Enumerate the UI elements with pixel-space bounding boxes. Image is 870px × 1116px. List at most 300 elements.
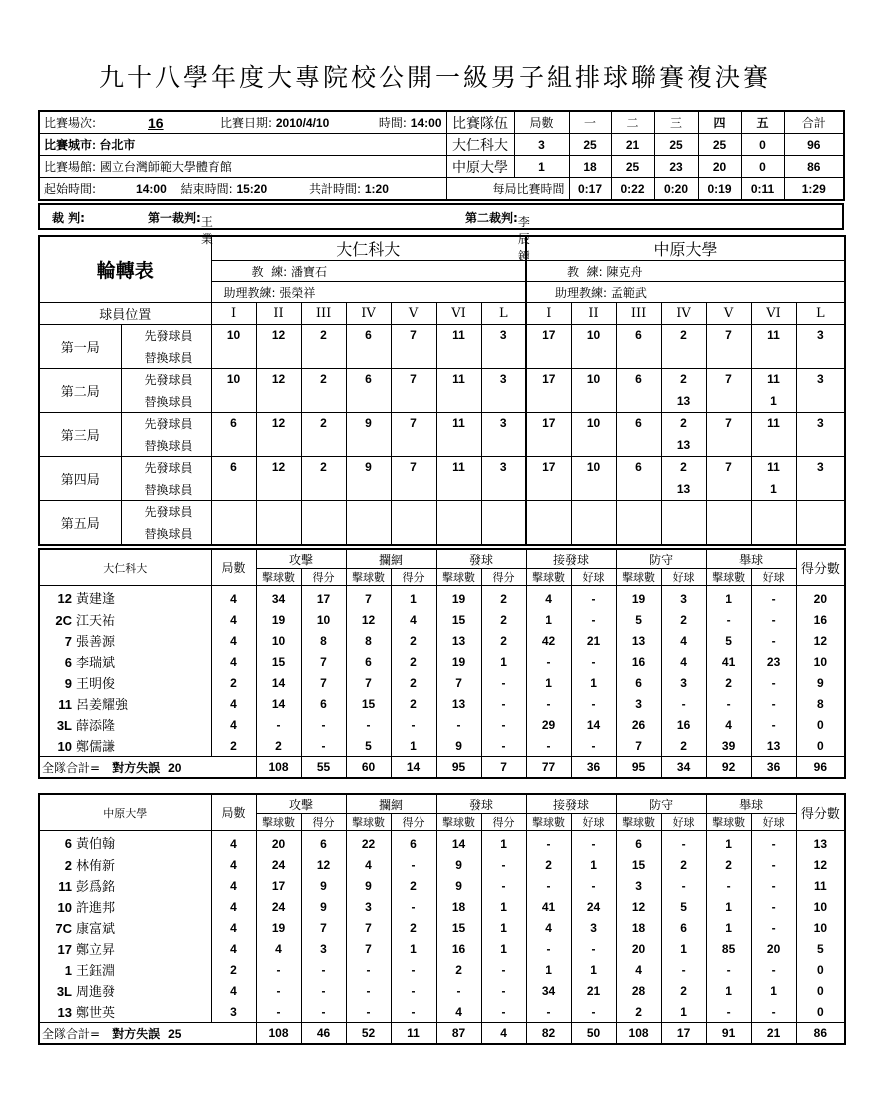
player-number: 1 <box>64 963 72 978</box>
stat-cell: 7 <box>301 917 346 938</box>
stat-cell: 15 <box>436 609 481 630</box>
stat-cell: 2 <box>526 854 571 875</box>
score-cell: 25 <box>698 134 741 156</box>
player-name: 王明俊 <box>76 677 116 692</box>
substitute-cell <box>256 435 301 457</box>
stat-cell: 6 <box>301 693 346 714</box>
player-stats-table <box>38 548 846 779</box>
starter-cell: 2 <box>661 413 706 435</box>
stat-cell: 4 <box>211 586 256 610</box>
player-cell <box>39 609 211 630</box>
substitute-cell <box>661 347 706 369</box>
starter-cell: 2 <box>661 325 706 347</box>
stat-cell: 22 <box>346 831 391 855</box>
substitute-cell <box>526 523 571 545</box>
total-label: 全隊合計= <box>42 1026 101 1041</box>
substitute-cell <box>391 391 436 413</box>
stat-cell: 2 <box>211 735 256 757</box>
stat-cell: - <box>571 651 616 672</box>
player-name: 江天祐 <box>76 614 116 629</box>
substitute-cell <box>436 523 481 545</box>
stat-sub-header: 得分 <box>391 814 436 831</box>
starter-cell: 6 <box>616 325 661 347</box>
stat-cell: 1 <box>751 980 796 1001</box>
stat-sub-header: 擊球數 <box>436 569 481 586</box>
stat-cell: - <box>391 896 436 917</box>
stat-sub-header: 得分 <box>391 569 436 586</box>
starter-cell <box>571 501 616 523</box>
stat-cell: 13 <box>616 630 661 651</box>
duration-cell: 0:19 <box>698 178 741 201</box>
player-number: 10 <box>57 900 72 915</box>
player-name: 鄭立昇 <box>76 943 116 958</box>
stat-cell: 2 <box>391 693 436 714</box>
stat-cell: 15 <box>256 651 301 672</box>
stat-cell: 28 <box>616 980 661 1001</box>
stat-cell: 4 <box>526 586 571 610</box>
stat-group-header: 攻擊 <box>256 549 346 569</box>
starter-cell: 11 <box>436 369 481 391</box>
player-row <box>39 938 845 959</box>
stat-cell: 3 <box>211 1001 256 1023</box>
set-label: 第一局 <box>39 325 121 369</box>
player-name: 林侑新 <box>76 859 116 874</box>
stat-group-header: 舉球 <box>706 549 796 569</box>
stat-cell: 2 <box>436 959 481 980</box>
stat-cell: 20 <box>616 938 661 959</box>
stat-cell: 5 <box>616 609 661 630</box>
stat-cell: 1 <box>706 831 751 855</box>
stat-cell: 7 <box>346 917 391 938</box>
stat-cell: 19 <box>256 609 301 630</box>
player-name: 王鈺淵 <box>76 964 116 979</box>
starter-cell: 12 <box>256 457 301 479</box>
stat-cell: 7 <box>346 938 391 959</box>
stat-cell: 4 <box>616 959 661 980</box>
stat-cell: 20 <box>796 586 845 610</box>
substitute-cell <box>211 479 256 501</box>
stat-cell: - <box>526 831 571 855</box>
stat-cell: 9 <box>436 735 481 757</box>
stat-cell: 4 <box>211 831 256 855</box>
player-cell <box>39 693 211 714</box>
starter-cell: 11 <box>751 369 796 391</box>
substitute-cell <box>256 479 301 501</box>
stat-cell: 2 <box>256 735 301 757</box>
match-total-time: 共計時間: 1:20 <box>308 182 389 196</box>
stat-cell: - <box>706 693 751 714</box>
player-number: 3L <box>56 718 72 733</box>
substitute-cell <box>751 347 796 369</box>
starter-cell: 11 <box>751 457 796 479</box>
starter-cell: 7 <box>391 413 436 435</box>
stat-cell: 19 <box>436 651 481 672</box>
substitute-cell <box>616 347 661 369</box>
score-cell: 1 <box>514 156 569 178</box>
starter-cell: 2 <box>301 325 346 347</box>
stat-cell: 2 <box>661 609 706 630</box>
substitute-cell <box>571 479 616 501</box>
stat-cell: 6 <box>346 651 391 672</box>
stat-cell: - <box>751 959 796 980</box>
stat-cell: - <box>751 896 796 917</box>
stat-cell: 3 <box>571 917 616 938</box>
stat-cell: 5 <box>346 735 391 757</box>
substitute-cell <box>301 347 346 369</box>
stat-group-header: 接發球 <box>526 549 616 569</box>
player-number: 10 <box>57 739 72 754</box>
stat-cell: 24 <box>256 896 301 917</box>
starter-label: 先發球員 <box>121 325 211 347</box>
stat-sub-header: 好球 <box>751 569 796 586</box>
player-number: 7 <box>64 634 72 649</box>
stat-cell: 1 <box>481 938 526 959</box>
substitute-cell <box>526 391 571 413</box>
stat-cell: 39 <box>706 735 751 757</box>
stat-cell: 12 <box>301 854 346 875</box>
stat-cell: 1 <box>391 735 436 757</box>
player-row <box>39 651 845 672</box>
stat-cell: 1 <box>481 651 526 672</box>
stat-cell: 1 <box>571 959 616 980</box>
stat-cell: 3 <box>616 693 661 714</box>
stat-cell: 4 <box>211 875 256 896</box>
substitute-cell <box>436 479 481 501</box>
rotation-table <box>38 235 846 546</box>
match-city: 比賽城市: 台北市 <box>39 134 446 156</box>
total-cell: 4 <box>481 1023 526 1045</box>
stat-group-header: 發球 <box>436 549 526 569</box>
stat-cell: 9 <box>436 875 481 896</box>
stat-cell: 21 <box>571 630 616 651</box>
player-number: 3L <box>56 984 72 999</box>
substitute-cell <box>391 479 436 501</box>
stat-cell: - <box>391 959 436 980</box>
stat-cell: 18 <box>616 917 661 938</box>
stat-cell: 1 <box>526 959 571 980</box>
stat-cell: 4 <box>211 714 256 735</box>
substitute-cell <box>616 391 661 413</box>
starter-cell <box>211 501 256 523</box>
player-name: 許進邦 <box>76 901 116 916</box>
stat-cell: 1 <box>481 917 526 938</box>
stat-cell: - <box>751 630 796 651</box>
substitute-cell <box>346 391 391 413</box>
stat-cell: - <box>481 959 526 980</box>
stat-cell: 1 <box>481 831 526 855</box>
stat-cell: - <box>346 714 391 735</box>
assistant-coach-a: 助理教練: 張榮祥 <box>211 282 526 303</box>
substitute-cell <box>616 479 661 501</box>
substitute-cell: 13 <box>661 479 706 501</box>
score-cell: 21 <box>611 134 654 156</box>
player-row <box>39 735 845 757</box>
player-row <box>39 586 845 610</box>
starter-cell <box>301 501 346 523</box>
stat-cell: 3 <box>616 875 661 896</box>
player-name: 康富斌 <box>76 922 116 937</box>
stat-cell: - <box>751 1001 796 1023</box>
substitute-cell <box>211 347 256 369</box>
position-header: II <box>256 303 301 325</box>
starter-cell: 10 <box>211 325 256 347</box>
starter-cell <box>481 501 526 523</box>
stat-cell: 29 <box>526 714 571 735</box>
starter-cell: 12 <box>256 369 301 391</box>
starter-cell: 9 <box>346 413 391 435</box>
stat-sub-header: 擊球數 <box>706 569 751 586</box>
sets-played-header: 局數 <box>211 549 256 586</box>
stat-cell: 4 <box>706 714 751 735</box>
stat-sub-header: 好球 <box>571 814 616 831</box>
opponent-errors-value: 20 <box>168 760 182 775</box>
substitute-cell <box>526 435 571 457</box>
starter-cell: 2 <box>301 457 346 479</box>
stat-cell: - <box>526 735 571 757</box>
starter-cell <box>706 501 751 523</box>
total-cell: 95 <box>436 757 481 779</box>
stat-group-header: 防守 <box>616 549 706 569</box>
stat-cell: 20 <box>751 938 796 959</box>
position-header: VI <box>751 303 796 325</box>
substitute-cell <box>706 479 751 501</box>
starter-cell: 2 <box>301 413 346 435</box>
starter-cell: 11 <box>751 325 796 347</box>
stat-cell: - <box>391 1001 436 1023</box>
starter-cell: 12 <box>256 325 301 347</box>
player-row <box>39 959 845 980</box>
score-cell: 20 <box>698 156 741 178</box>
stat-cell: 41 <box>526 896 571 917</box>
stat-cell: - <box>256 959 301 980</box>
player-name: 李瑞斌 <box>76 656 116 671</box>
stat-cell: 10 <box>796 917 845 938</box>
total-cell: 96 <box>796 757 845 779</box>
stat-cell: 13 <box>751 735 796 757</box>
stat-cell: 19 <box>256 917 301 938</box>
match-time: 時間: 14:00 <box>334 111 446 134</box>
stat-cell: 2 <box>391 630 436 651</box>
total-cell: 14 <box>391 757 436 779</box>
stat-cell: - <box>346 980 391 1001</box>
player-cell <box>39 630 211 651</box>
starter-cell: 7 <box>391 457 436 479</box>
starter-cell: 6 <box>211 457 256 479</box>
duration-cell: 0:22 <box>611 178 654 201</box>
position-header: L <box>481 303 526 325</box>
stat-cell: - <box>571 1001 616 1023</box>
stat-cell: - <box>481 854 526 875</box>
substitute-cell <box>706 391 751 413</box>
starter-cell: 3 <box>796 457 845 479</box>
stat-cell: 0 <box>796 714 845 735</box>
player-name: 張善源 <box>76 635 116 650</box>
stat-cell: 5 <box>661 896 706 917</box>
total-cell: 36 <box>751 757 796 779</box>
points-header: 得分數 <box>796 549 845 586</box>
stat-cell: 41 <box>706 651 751 672</box>
score-team-name: 中原大學 <box>446 156 514 178</box>
starter-cell <box>526 501 571 523</box>
substitute-cell: 13 <box>661 435 706 457</box>
player-row <box>39 609 845 630</box>
score-team-name: 大仁科大 <box>446 134 514 156</box>
player-cell <box>39 875 211 896</box>
player-number: 2C <box>55 613 72 628</box>
stat-cell: 2 <box>661 735 706 757</box>
stat-cell: - <box>301 714 346 735</box>
stat-cell: - <box>751 586 796 610</box>
starter-cell: 10 <box>571 457 616 479</box>
stat-cell: - <box>571 609 616 630</box>
stat-sub-header: 好球 <box>661 814 706 831</box>
stat-cell: - <box>571 586 616 610</box>
stat-sub-header: 擊球數 <box>526 569 571 586</box>
stat-cell: - <box>751 917 796 938</box>
match-start: 起始時間: 14:00 <box>44 182 167 196</box>
stat-cell: 1 <box>391 586 436 610</box>
player-name: 周進發 <box>76 985 116 1000</box>
player-name: 呂姜耀強 <box>76 698 129 713</box>
player-cell <box>39 586 211 610</box>
match-info-table <box>38 110 845 201</box>
substitute-cell <box>301 391 346 413</box>
total-cell: 52 <box>346 1023 391 1045</box>
substitute-cell <box>526 347 571 369</box>
stat-cell: 1 <box>391 938 436 959</box>
starter-cell: 10 <box>571 413 616 435</box>
stat-cell: 5 <box>706 630 751 651</box>
starter-cell: 10 <box>211 369 256 391</box>
stat-cell: 4 <box>211 651 256 672</box>
starter-cell: 7 <box>391 325 436 347</box>
stat-sub-header: 好球 <box>751 814 796 831</box>
stat-cell: 16 <box>796 609 845 630</box>
stat-cell: 7 <box>346 672 391 693</box>
stat-cell: - <box>751 672 796 693</box>
stat-cell: 2 <box>391 917 436 938</box>
stat-cell: - <box>526 651 571 672</box>
substitute-cell <box>301 479 346 501</box>
stat-cell: 9 <box>301 875 346 896</box>
total-cell: 92 <box>706 757 751 779</box>
player-row <box>39 980 845 1001</box>
stat-cell: 2 <box>391 651 436 672</box>
player-number: 13 <box>57 1005 72 1020</box>
substitute-cell <box>256 523 301 545</box>
player-name: 彭爲銘 <box>76 880 116 895</box>
first-referee: 第一裁判: 王業 <box>148 211 213 246</box>
stat-cell: 16 <box>661 714 706 735</box>
score-header-team: 比賽隊伍 <box>446 111 514 134</box>
starter-cell: 10 <box>571 325 616 347</box>
stat-cell: - <box>481 1001 526 1023</box>
score-header-set4: 四 <box>698 111 741 134</box>
total-cell: 60 <box>346 757 391 779</box>
total-cell: 36 <box>571 757 616 779</box>
player-cell <box>39 735 211 757</box>
stat-sub-header: 擊球數 <box>256 814 301 831</box>
stat-cell: - <box>301 735 346 757</box>
stat-cell: 16 <box>436 938 481 959</box>
stats-team-name: 大仁科大 <box>39 549 211 586</box>
stat-cell: - <box>481 875 526 896</box>
player-number: 11 <box>58 879 72 894</box>
starter-cell: 2 <box>661 369 706 391</box>
player-number: 2 <box>64 858 72 873</box>
stat-cell: 4 <box>661 651 706 672</box>
starter-cell: 6 <box>616 369 661 391</box>
second-referee: 第二裁判: 李辰鐘 <box>465 211 530 263</box>
player-row <box>39 672 845 693</box>
player-number: 11 <box>58 697 72 712</box>
total-cell: 21 <box>751 1023 796 1045</box>
stat-group-header: 舉球 <box>706 794 796 814</box>
stat-group-header: 發球 <box>436 794 526 814</box>
substitute-cell <box>346 347 391 369</box>
stat-cell: 0 <box>796 735 845 757</box>
stat-cell: - <box>751 831 796 855</box>
starter-cell: 11 <box>436 413 481 435</box>
stat-cell: 19 <box>616 586 661 610</box>
substitute-cell <box>256 391 301 413</box>
stat-cell: 3 <box>301 938 346 959</box>
stat-group-header: 接發球 <box>526 794 616 814</box>
player-cell <box>39 1001 211 1023</box>
player-name: 鄭世英 <box>76 1006 116 1021</box>
position-header: IV <box>346 303 391 325</box>
score-cell: 86 <box>784 156 844 178</box>
total-cell: 7 <box>481 757 526 779</box>
stat-cell: - <box>391 980 436 1001</box>
substitute-label: 替換球員 <box>121 391 211 413</box>
total-cell: 46 <box>301 1023 346 1045</box>
substitute-label: 替換球員 <box>121 479 211 501</box>
player-cell <box>39 938 211 959</box>
score-header-sets: 局數 <box>514 111 569 134</box>
stat-cell: - <box>661 875 706 896</box>
duration-label: 每局比賽時間 <box>446 178 569 201</box>
substitute-cell <box>706 435 751 457</box>
position-header: VI <box>436 303 481 325</box>
player-number: 9 <box>64 676 72 691</box>
stat-cell: - <box>571 831 616 855</box>
total-cell: 77 <box>526 757 571 779</box>
position-header: III <box>616 303 661 325</box>
substitute-cell <box>301 523 346 545</box>
stat-sub-header: 擊球數 <box>436 814 481 831</box>
stat-cell: 6 <box>661 917 706 938</box>
stat-cell: - <box>391 854 436 875</box>
stat-cell: 7 <box>616 735 661 757</box>
score-cell: 23 <box>654 156 698 178</box>
stat-cell: 6 <box>301 831 346 855</box>
match-row-4 <box>39 178 844 201</box>
match-row-1 <box>39 111 844 134</box>
score-cell: 25 <box>654 134 698 156</box>
substitute-cell <box>571 391 616 413</box>
stat-cell: 26 <box>616 714 661 735</box>
stat-cell: - <box>526 693 571 714</box>
substitute-cell <box>436 435 481 457</box>
player-cell <box>39 917 211 938</box>
substitute-cell <box>796 347 845 369</box>
stat-cell: 2 <box>391 875 436 896</box>
player-cell <box>39 714 211 735</box>
stat-cell: - <box>481 714 526 735</box>
player-number: 17 <box>57 942 72 957</box>
starter-cell: 3 <box>796 325 845 347</box>
